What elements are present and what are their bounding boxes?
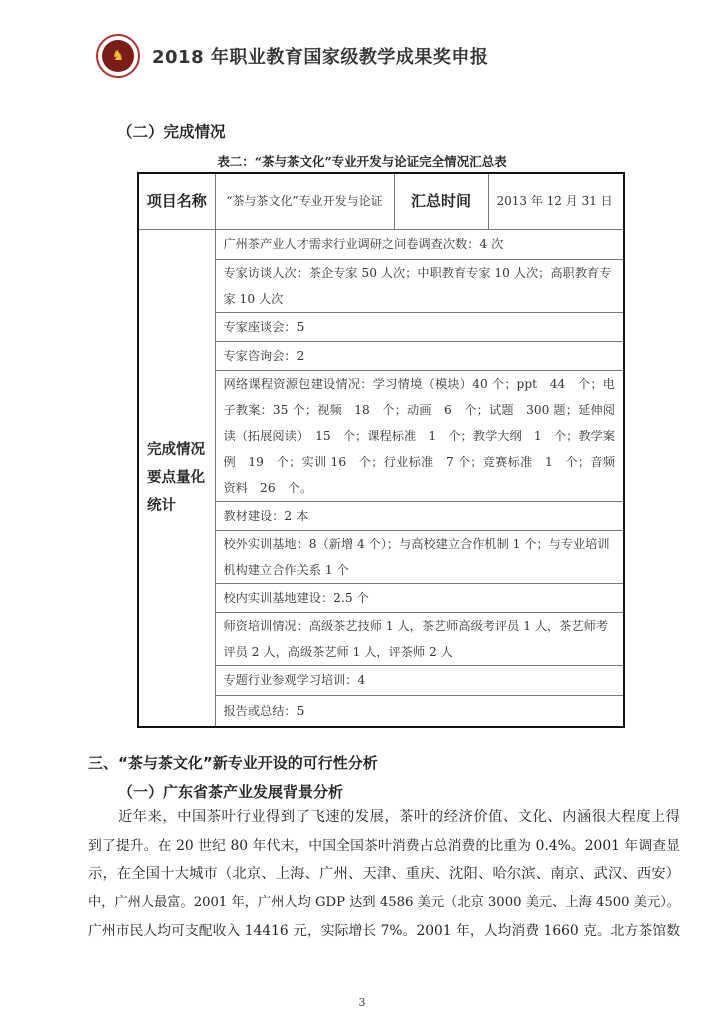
stat-expert-interviews: 专家访谈人次：茶企专家 50 人次；中职教育专家 10 人次；高职教育专家 10 人次: [215, 259, 624, 312]
stats-label: 完成情况要点量化统计: [138, 229, 215, 727]
stat-internal-bases: 校内实训基地建设：2.5 个: [215, 583, 624, 612]
stat-external-bases: 校外实训基地：8（新增 4 个）；与高校建立合作机制 1 个；与专业培训机构建立合作关系 1 个: [215, 530, 624, 583]
table-caption: 表二：“茶与茶文化”专业开发与论证完全情况汇总表: [217, 154, 507, 169]
page-number: 3: [358, 996, 366, 1009]
paragraph-line: 到了提升。在 20 世纪 80 年代末，中国全国茶叶消费占总消费的比重为 0.4%。2001 年调查显: [88, 837, 680, 854]
stat-survey: 广州茶产业人才需求行业调研之问卷调查次数：4 次: [215, 229, 624, 259]
paragraph-line: 示，在全国十大城市（北京、上海、广州、天津、重庆、沈阳、哈尔滨、南京、武汉、西安）: [88, 866, 680, 882]
stat-expert-symposium: 专家座谈会：5: [215, 312, 624, 341]
stat-expert-consultation: 专家咨询会：2: [215, 341, 624, 370]
paragraph-line: 中，广州人最富。2001 年，广州人均 GDP 达到 4586 美元（北京 3000 美元、上海 4500 美元）。: [88, 894, 680, 910]
summary-time-value: 2013 年 12 月 31 日: [488, 173, 624, 229]
completion-summary-table: [137, 172, 625, 728]
stat-industry-visits: 专题行业参观学习培训：4: [215, 665, 624, 695]
stat-teacher-training: 师资培训情况：高级茶艺技师 1 人，茶艺师高级考评员 1 人，茶艺师考评员 2 人，高级茶艺师 1 人，评茶师 2 人: [215, 612, 624, 665]
background-paragraph: [88, 803, 680, 946]
school-emblem-logo: [96, 34, 140, 78]
horse-icon: ♞: [102, 40, 134, 72]
section-heading-feasibility: 三、“茶与茶文化”新专业开设的可行性分析: [88, 754, 378, 772]
header-title: 2018 年职业教育国家级教学成果奖申报: [152, 47, 489, 68]
paragraph-line: 近年来，中国茶叶行业得到了飞速的发展，茶叶的经济价值、文化、内涵很大程度上得: [118, 809, 680, 825]
page-header: [96, 31, 488, 81]
stat-textbooks: 教材建设：2 本: [215, 501, 624, 530]
project-name-value: “茶与茶文化”专业开发与论证: [215, 173, 394, 229]
paragraph-line: 广州市民人均可支配收入 14416 元，实际增长 7%。2001 年，人均消费 1660 克。北方茶馆数: [88, 923, 680, 939]
table-row: [138, 229, 624, 259]
summary-time-label: 汇总时间: [394, 173, 488, 229]
table-header-row: [138, 173, 624, 229]
project-name-label: 项目名称: [138, 173, 215, 229]
subsection-heading-background: （一）广东省茶产业发展背景分析: [118, 783, 344, 801]
section-heading-completion: （二）完成情况: [117, 123, 226, 141]
stat-reports: 报告或总结：5: [215, 695, 624, 727]
stat-online-resources: 网络课程资源包建设情况：学习情境（模块）40 个；ppt 44 个；电子教案：35 个；视频 18 个；动画 6 个；试题 300 题；延伸阅读（拓展阅读） 15 个；课程标准 1 个；教学大纲 1 个；教学案例 19 个；实训 16 个；行业标准 7 个；竞赛标准 1 个；音频资料 26 个。: [215, 370, 624, 501]
